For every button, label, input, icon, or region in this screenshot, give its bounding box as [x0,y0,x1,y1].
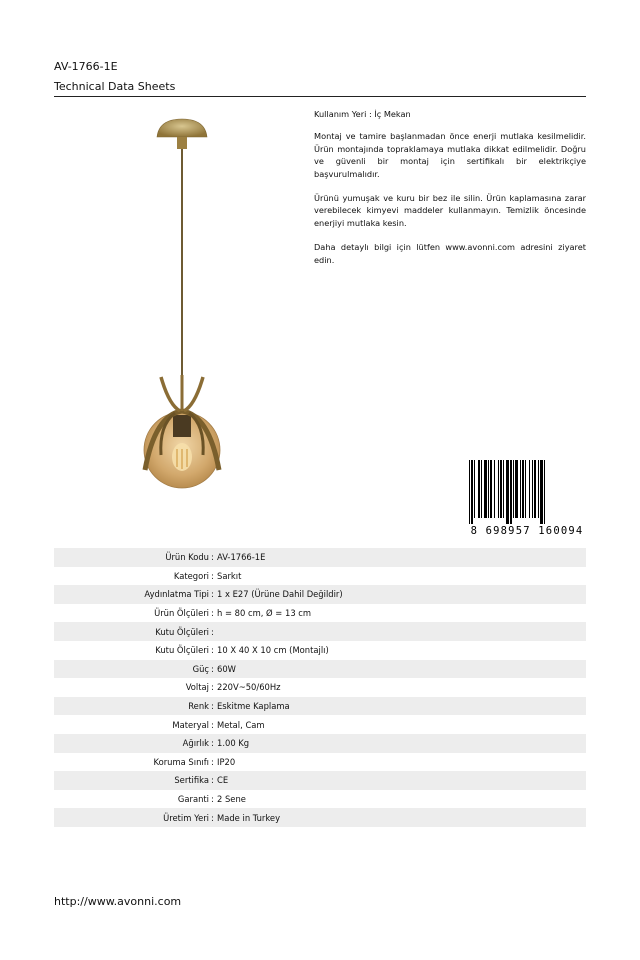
spec-value: 2 Sene [217,794,246,805]
spec-label: Materyal [172,719,209,730]
spec-label: Aydınlatma Tipi [144,589,209,600]
spec-value: Sarkıt [217,570,242,581]
barcode-bar [488,460,489,518]
barcode-bar [515,460,518,518]
spec-label: Kutu Ölçüleri [155,626,209,637]
spec-label: Ürün Ölçüleri [154,608,209,619]
spec-separator: : [211,552,214,563]
barcode-bar [522,460,524,518]
spec-row [54,604,586,623]
spec-label: Garanti [177,794,209,805]
spec-value: AV-1766-1E [217,552,266,563]
barcode-bar [478,460,480,518]
spec-row [54,715,586,734]
spec-separator: : [211,794,214,805]
spec-value: 1 x E27 (Ürüne Dahil Değildir) [217,589,343,600]
spec-value: Made in Turkey [217,812,281,823]
barcode-bar [520,460,521,518]
footer-url[interactable]: http://www.avonni.com [54,895,182,908]
barcode-bar [534,460,536,518]
spec-value: Eskitme Kaplama [217,701,290,712]
barcode-digits: 8 698957 160094 [470,525,584,536]
spec-value: CE [217,775,229,786]
barcode-bar [532,460,533,518]
description-paragraph: Montaj ve tamire başlanmadan önce enerji mutlaka kesilmelidir. Ürün montajında topraklamaya mutlaka dikkat edilmelidir. Doğru ve güvenli bir montaj için sertifikalı bir elektrikçiye başvurulmalıdır. [314,131,586,179]
spec-separator: : [211,719,214,730]
spec-label: Üretim Yeri [163,812,209,823]
barcode-bar [510,460,512,524]
spec-label: Kategori [173,570,209,581]
spec-label: Renk [188,701,209,712]
description-paragraph: Ürünü yumuşak ve kuru bir bez ile silin. Ürün kaplamasına zarar verebilecek kimyevi maddeler kullanmayın. Temizlik öncesinde enerjiyi mutlaka kesin. [314,193,586,228]
spec-label: Kutu Ölçüleri [155,645,209,656]
spec-label: Güç [192,663,209,674]
barcode-bar [525,460,526,518]
spec-row [54,734,586,753]
document-subtitle: Technical Data Sheets [54,80,176,93]
spec-separator: : [211,812,214,823]
spec-row [54,771,586,790]
spec-row [54,678,586,697]
barcode-bar [544,460,545,524]
spec-row [54,548,586,567]
description-paragraph: Daha detaylı bilgi için lütfen www.avonni.com adresini ziyaret edin. [314,242,586,265]
spec-label: Koruma Sınıfı [153,756,209,767]
spec-row [54,622,586,641]
barcode-bar [494,460,495,518]
spec-separator: : [211,645,214,656]
spec-separator: : [211,682,214,693]
spec-separator: : [211,756,214,767]
spec-row [54,641,586,660]
usage-place: Kullanım Yeri : İç Mekan [314,109,411,119]
spec-value: 220V~50/60Hz [217,682,281,693]
spec-value: 10 X 40 X 10 cm (Montajlı) [217,645,329,656]
description-block [314,108,586,278]
spec-row [54,790,586,809]
spec-separator: : [211,608,214,619]
spec-table [54,548,586,827]
spec-separator: : [211,738,214,749]
barcode-bar [529,460,530,518]
spec-value: 1.00 Kg [217,738,250,749]
barcode-bar [490,460,492,518]
spec-label: Ağırlık [182,738,209,749]
barcode-bar [471,460,473,524]
spec-row [54,753,586,772]
spec-separator: : [211,663,214,674]
barcode [468,460,586,536]
barcode-bar [500,460,502,518]
barcode-bar [540,460,543,524]
header-divider [54,96,586,97]
spec-value: IP20 [217,756,236,767]
product-code-title: AV-1766-1E [54,60,118,73]
spec-row [54,585,586,604]
barcode-bar [503,460,504,518]
spec-row [54,808,586,827]
barcode-bar [484,460,487,518]
barcode-bar [469,460,470,524]
spec-separator: : [211,626,214,637]
barcode-bar [513,460,514,518]
barcode-bar [481,460,482,518]
spec-separator: : [211,775,214,786]
spec-label: Voltaj [185,682,209,693]
spec-row [54,567,586,586]
spec-separator: : [211,589,214,600]
barcode-bar [538,460,539,518]
barcode-bar [506,460,509,524]
pendant-lamp-image [125,115,245,495]
spec-value: Metal, Cam [217,719,265,730]
spec-row [54,660,586,679]
spec-row [54,697,586,716]
spec-label: Ürün Kodu [165,552,209,563]
barcode-bar [498,460,499,518]
spec-separator: : [211,701,214,712]
spec-label: Sertifika [174,775,209,786]
spec-separator: : [211,570,214,581]
barcode-bar [474,460,475,518]
spec-value: h = 80 cm, Ø = 13 cm [217,608,312,619]
spec-value: 60W [217,663,236,674]
